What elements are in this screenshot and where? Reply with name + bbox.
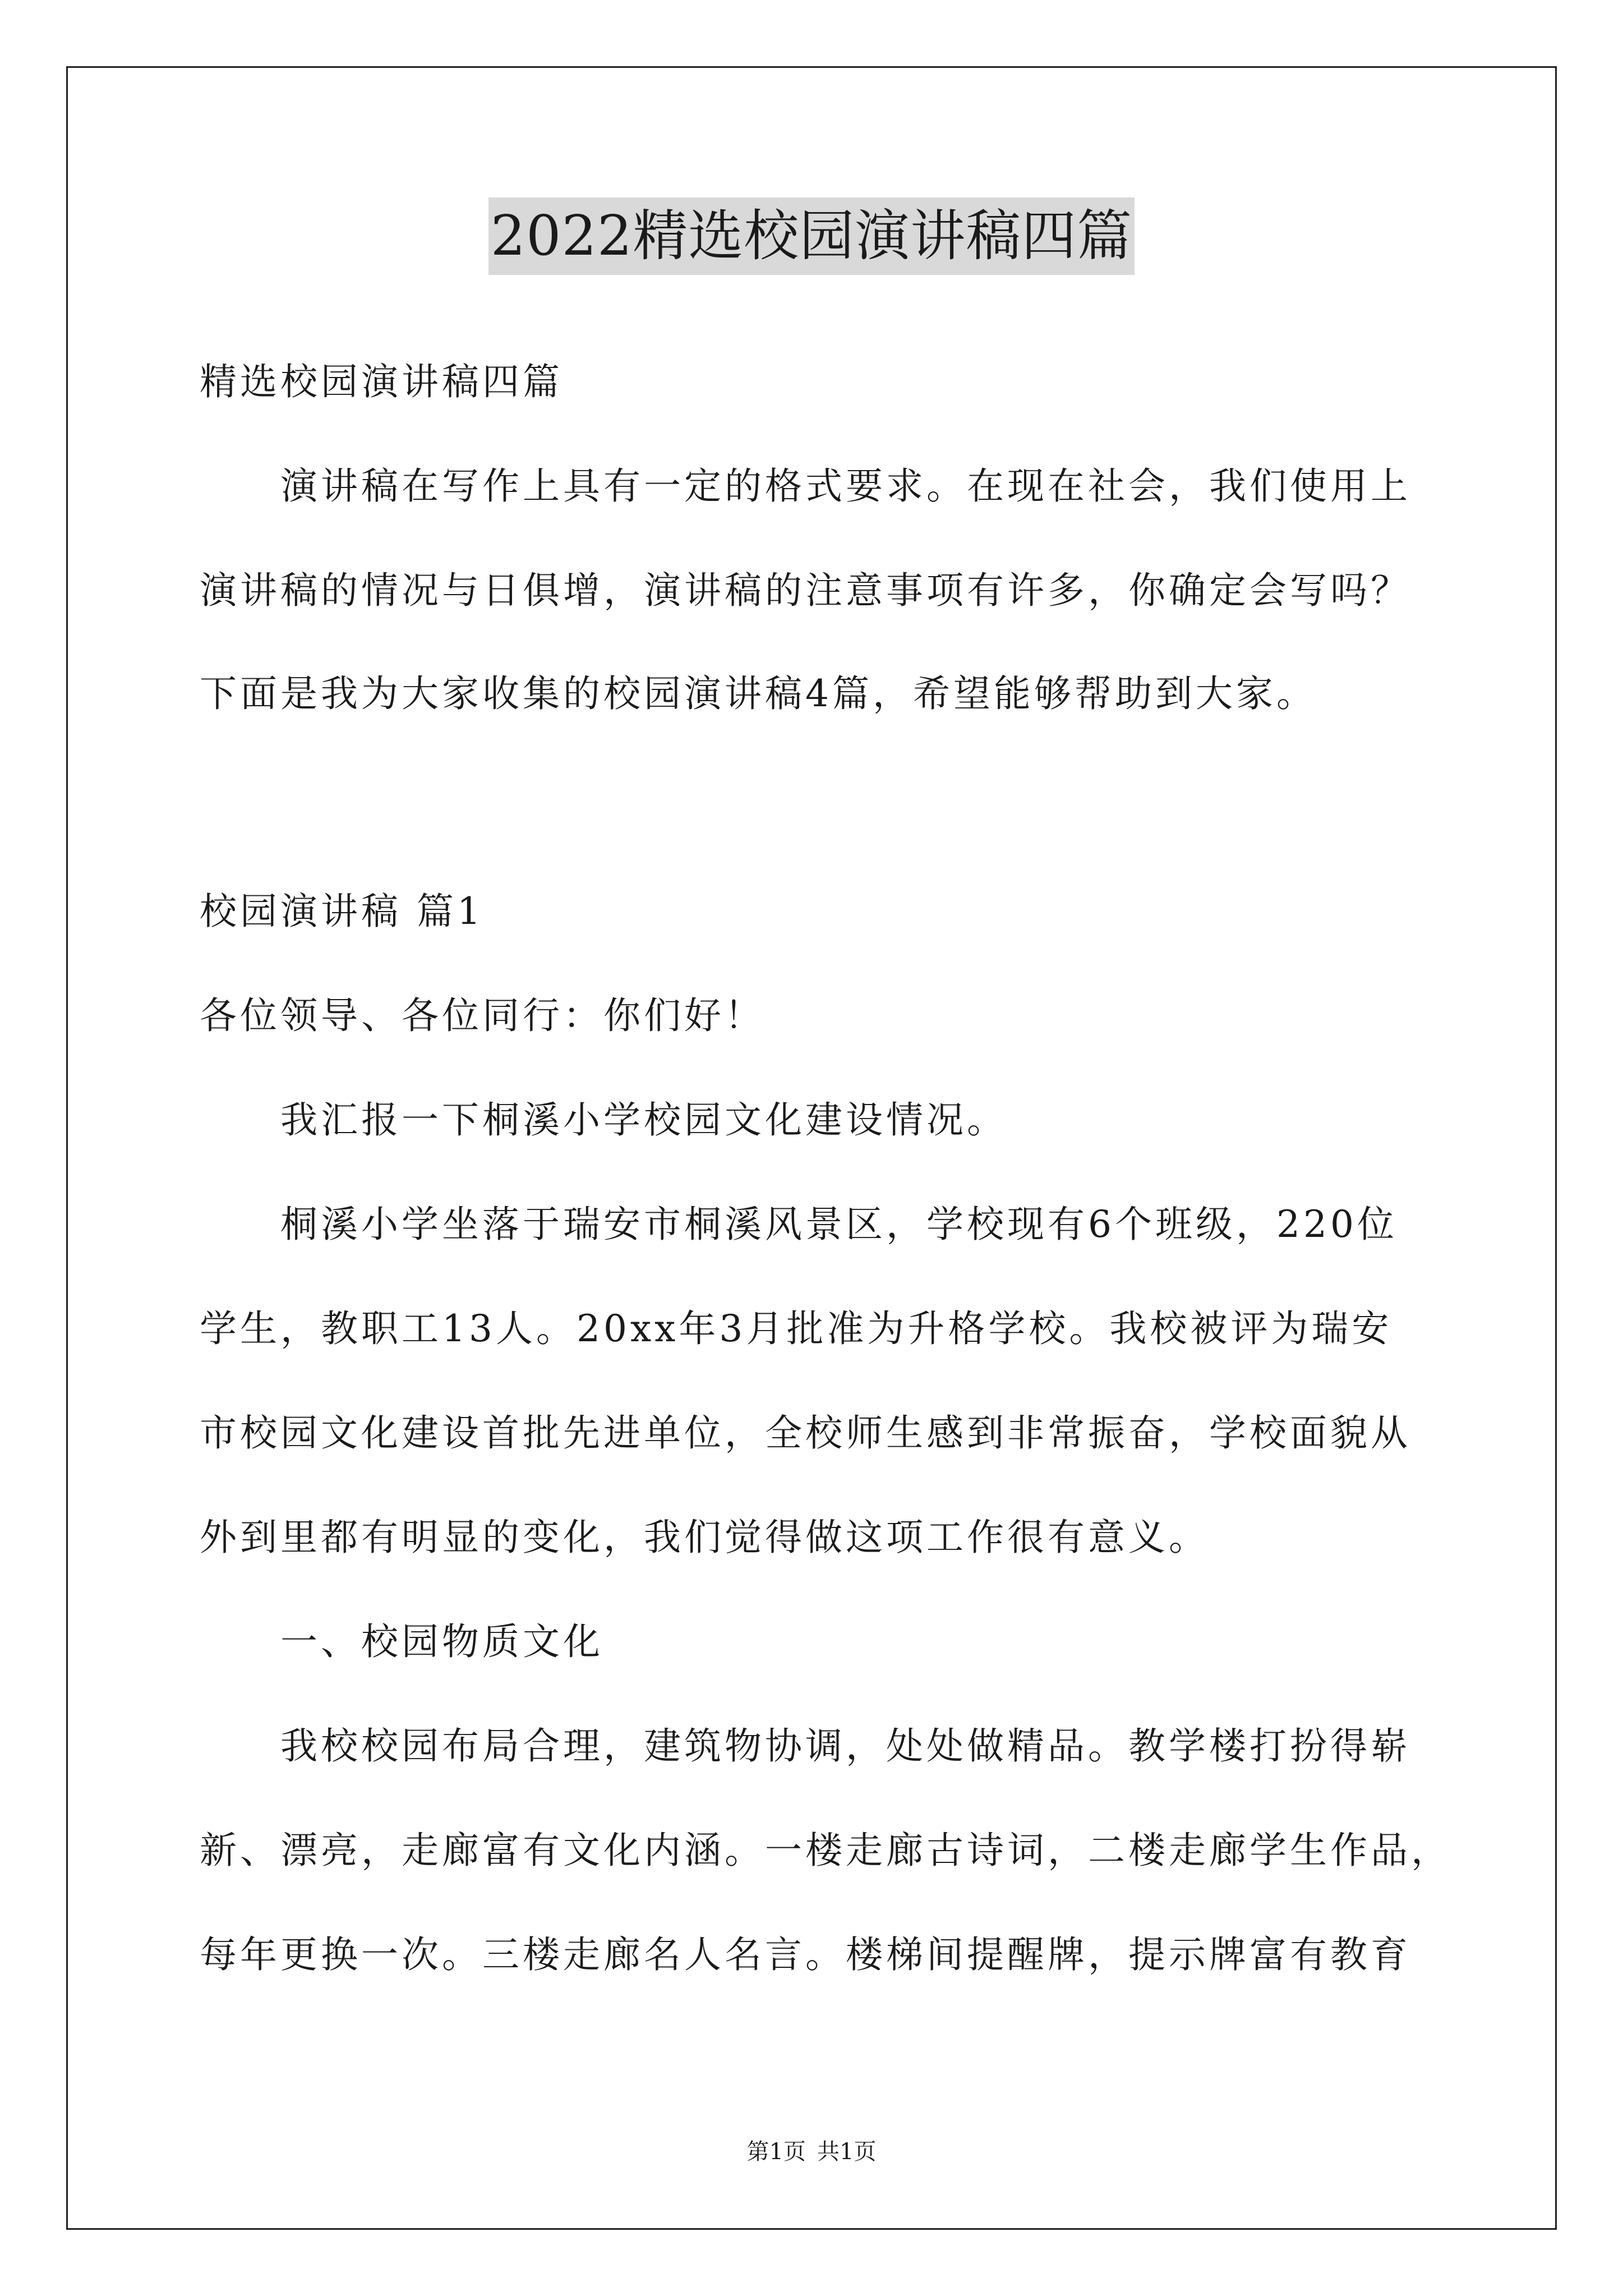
greeting-line: 各位领导、各位同行：你们好！ bbox=[200, 994, 765, 1037]
paragraph-line: 我汇报一下桐溪小学校园文化建设情况。 bbox=[280, 1098, 1007, 1142]
paragraph-line: 每年更换一次。三楼走廊名人名言。楼梯间提醒牌，提示牌富有教育 bbox=[200, 1933, 1411, 1976]
paragraph-line: 学生，教职工13人。20xx年3月批准为升格学校。我校被评为瑞安 bbox=[200, 1307, 1393, 1350]
page-footer bbox=[0, 2136, 1623, 2168]
section-heading: 校园演讲稿 篇1 bbox=[200, 890, 484, 933]
paragraph-line: 桐溪小学坐落于瑞安市桐溪风景区，学校现有6个班级，220位 bbox=[280, 1203, 1398, 1246]
title-container bbox=[0, 197, 1623, 275]
paragraph-line: 演讲稿在写作上具有一定的格式要求。在现在社会，我们使用上 bbox=[280, 464, 1411, 508]
subsection-heading: 一、校园物质文化 bbox=[280, 1620, 603, 1663]
subtitle-line: 精选校园演讲稿四篇 bbox=[200, 360, 563, 403]
paragraph-line: 我校校园布局合理，建筑物协调，处处做精品。教学楼打扮得崭 bbox=[280, 1724, 1411, 1768]
page-number-current: 第1页 bbox=[746, 2139, 806, 2165]
document-title: 2022精选校园演讲稿四篇 bbox=[488, 197, 1135, 275]
page-number-total: 共1页 bbox=[817, 2139, 877, 2165]
paragraph-line: 演讲稿的情况与日俱增，演讲稿的注意事项有许多，你确定会写吗？ bbox=[200, 569, 1411, 612]
paragraph-line: 下面是我为大家收集的校园演讲稿4篇，希望能够帮助到大家。 bbox=[200, 672, 1317, 715]
paragraph-line: 市校园文化建设首批先进单位，全校师生感到非常振奋，学校面貌从 bbox=[200, 1411, 1411, 1455]
paragraph-line: 新、漂亮，走廊富有文化内涵。一楼走廊古诗词，二楼走廊学生作品， bbox=[200, 1829, 1451, 1872]
paragraph-line: 外到里都有明显的变化，我们觉得做这项工作很有意义。 bbox=[200, 1516, 1209, 1559]
